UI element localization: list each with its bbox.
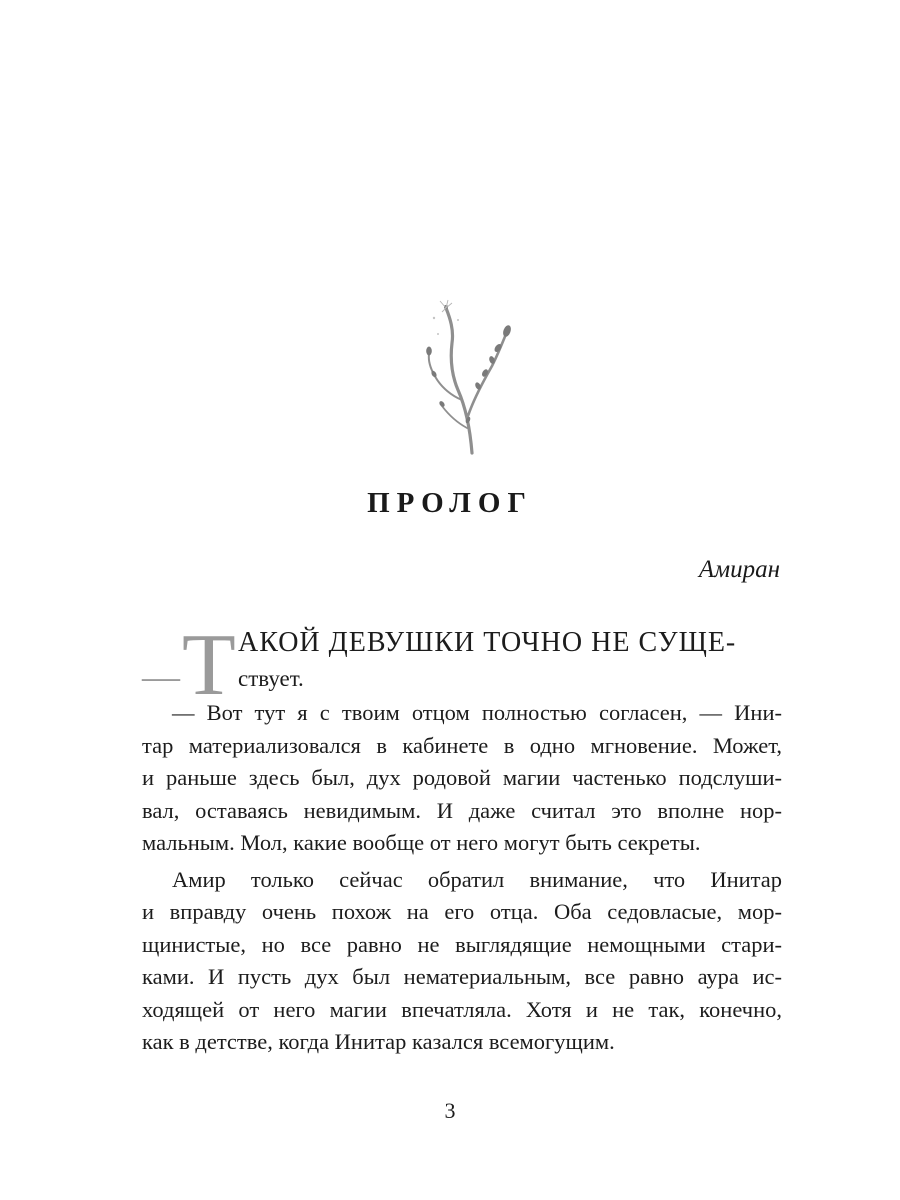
paragraph-1 [142,697,782,860]
body-text [142,617,782,1059]
opening-continuation: ствует. [238,666,304,691]
page-number: 3 [444,1098,456,1123]
drop-cap: Т [182,617,236,714]
text-line: мальным. Мол, какие вообще от него могут быть секреты. [142,830,701,855]
text-line: щинистые, но все равно не выглядящие немощными стари- [142,931,782,957]
opening-caps: АКОЙ ДЕВУШКИ ТОЧНО НЕ СУЩЕ- [238,627,737,658]
text-line: ками. И пусть дух был нематериальным, все равно аура ис- [142,964,782,989]
chapter-pov-name: Амиран [698,556,780,583]
text-line: Амир только сейчас обратил внимание, что Инитар [172,866,782,892]
text-line: вал, оставаясь невидимым. И даже считал это вполне нор- [142,797,782,823]
paragraph-2 [142,864,782,1059]
text-line: как в детстве, когда Инитар казался всемогущим. [142,1029,615,1054]
text-line: ходящей от него магии впечатляла. Хотя и не так, конечно, [142,996,782,1022]
text-line: и вправду очень похож на его отца. Оба седовласые, мор- [142,899,782,924]
flower-sprig-icon [412,298,516,458]
text-line: — Вот тут я с твоим отцом полностью согласен, — Ини- [172,700,782,725]
text-line: тар материализовался в кабинете в одно мгновение. Может, [142,732,782,758]
chapter-title: ПРОЛОГ [367,487,533,519]
text-line: и раньше здесь был, дух родовой магии частенько подслуши- [142,765,782,790]
opening-dash: — [142,656,180,698]
